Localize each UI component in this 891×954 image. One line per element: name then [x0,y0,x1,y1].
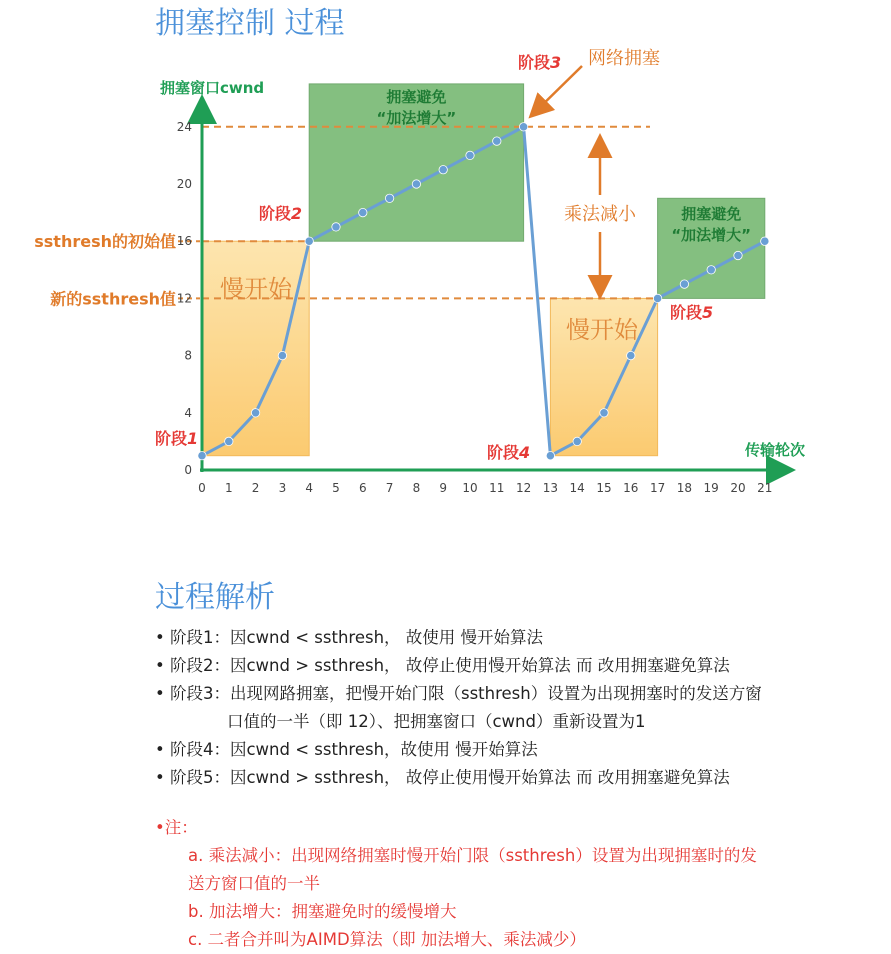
x-tick-label: 0 [198,481,206,495]
bullet-item: • 阶段3：出现网路拥塞，把慢开始门限（ssthresh）设置为出现拥塞时的发送方窗 [155,684,762,703]
y-axis-label: 拥塞窗口cwnd [160,79,265,97]
x-axis-label: 传输轮次 [745,441,806,459]
region-label: 慢开始 [220,275,292,303]
network-congestion-label: 网络拥塞 [588,48,660,69]
x-tick-label: 16 [623,481,639,495]
x-tick-label: 6 [358,481,367,495]
network-congestion-arrow [532,66,582,115]
x-tick-label: 10 [462,481,478,495]
bullet-item: • 阶段1：因cwnd < ssthresh， 故使用 慢开始算法 [155,628,544,647]
bullet-item: 口值的一半（即 12）、把拥塞窗口（cwnd）重新设置为1 [227,712,646,731]
region-label: 拥塞避免 [681,205,742,223]
data-point [278,351,286,359]
congestion-avoid-region [309,84,523,241]
x-tick-label: 14 [569,481,585,495]
data-point [225,437,233,445]
x-tick-label: 5 [332,481,340,495]
phase-label: 阶段5 [670,303,714,322]
x-tick-label: 17 [649,481,666,495]
data-point [198,452,206,460]
phase-label: 阶段1 [155,429,199,448]
x-tick-label: 7 [385,481,394,495]
data-point [680,280,688,288]
x-tick-label: 2 [251,481,260,495]
note-item: a. 乘法减小：出现网络拥塞时慢开始门限（ssthresh）设置为出现拥塞时的发 [188,846,757,865]
data-point [653,294,661,302]
data-point [600,409,608,417]
x-tick-label: 13 [542,481,559,495]
x-tick-label: 21 [757,481,773,495]
note-item: c. 二者合并叫为AIMD算法（即 加法增大、乘法减少） [188,930,586,949]
ssthresh-initial-label: ssthresh的初始值 [34,232,176,252]
y-tick-label: 0 [184,463,192,477]
data-point [573,437,581,445]
analysis-list [155,624,885,792]
data-point [305,237,313,245]
x-tick-label: 1 [224,481,233,495]
multiplicative-decrease-label: 乘法减小 [564,204,636,225]
x-tick-label: 12 [515,481,532,495]
y-tick-label: 16 [176,234,192,249]
x-tick-label: 9 [439,481,448,495]
slow-start-region [202,241,309,456]
page-title: 拥塞控制 过程 [155,6,345,41]
notes-section [155,814,885,954]
data-point [761,237,769,245]
analysis-title: 过程解析 [155,580,275,615]
data-point [627,351,635,359]
x-tick-label: 15 [596,481,612,495]
region-label: 慢开始 [566,316,638,344]
y-tick-label: 24 [176,119,192,134]
data-point [439,166,447,174]
data-point [546,452,554,460]
bullet-item: • 阶段5：因cwnd > ssthresh， 故停止使用慢开始算法 而 改用拥塞避免算法 [155,768,730,787]
notes-items [155,842,885,954]
bullet-item: • 阶段2：因cwnd > ssthresh， 故停止使用慢开始算法 而 改用拥塞避免算法 [155,656,730,675]
x-tick-label: 8 [412,481,421,495]
data-point [385,194,393,202]
note-item: b. 加法增大：拥塞避免时的缓慢增大 [188,902,457,921]
data-point [251,409,259,417]
notes-heading: •注： [155,818,198,837]
data-point [332,223,340,231]
phase-label: 阶段4 [487,443,531,462]
phase-label: 阶段2 [258,204,302,223]
data-point [493,137,501,145]
x-tick-label: 19 [703,481,719,495]
x-tick-label: 3 [278,481,287,495]
data-point [466,151,474,159]
x-tick-label: 11 [489,481,505,495]
region-label: “加法增大” [671,226,752,244]
data-point [707,266,715,274]
data-point [519,123,527,131]
x-tick-label: 4 [305,481,314,495]
note-item: 送方窗口值的一半 [188,874,320,893]
region-label: “加法增大” [376,109,457,127]
phase-label: 阶段3 [518,53,562,72]
y-tick-label: 4 [184,405,192,420]
x-tick-label: 20 [730,481,746,495]
y-tick-label: 12 [176,291,192,306]
y-tick-label: 8 [184,348,192,363]
bullet-item: • 阶段4：因cwnd < ssthresh，故使用 慢开始算法 [155,740,538,759]
region-label: 拥塞避免 [386,88,447,106]
data-point [734,251,742,259]
data-point [359,208,367,216]
ssthresh-new-label: 新的ssthresh值 [50,289,176,309]
x-tick-label: 18 [676,481,693,495]
data-point [412,180,420,188]
y-tick-label: 20 [176,177,192,191]
